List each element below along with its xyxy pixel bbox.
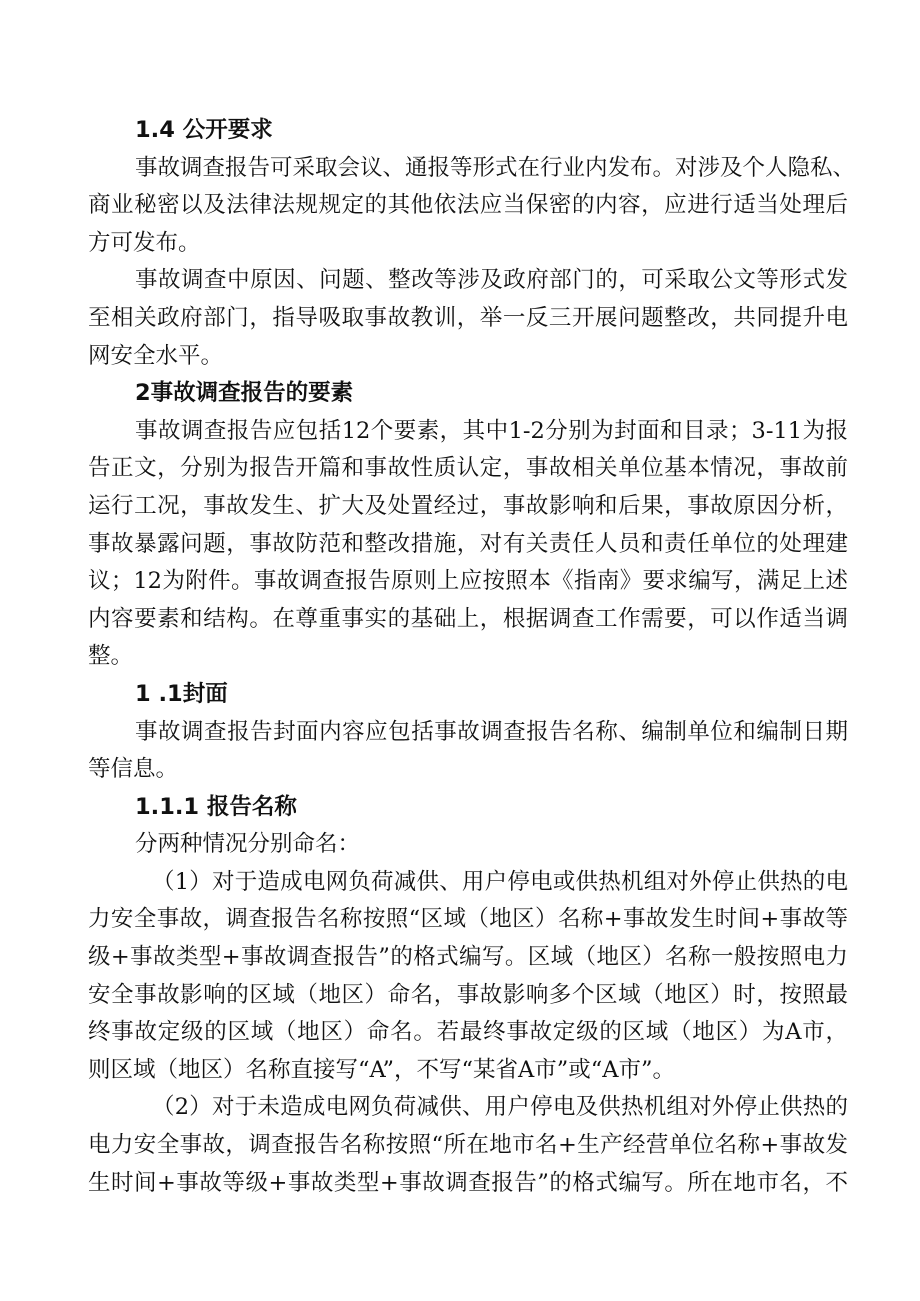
list-item-line: （1）对于造成电网负荷减供、用户停电或供热机组对外停止供热的电: [152, 868, 848, 895]
paragraph-line: 内容要素和结构。在尊重事实的基础上，根据调查工作需要，可以作适当调: [88, 605, 848, 632]
paragraph-line: 至相关政府部门，指导吸取事故教训，举一反三开展问题整改，共同提升电: [88, 304, 848, 331]
section-heading-2: 2事故调查报告的要素: [135, 380, 354, 407]
list-item-line: 安全事故影响的区域（地区）命名，事故影响多个区域（地区）时，按照最: [88, 981, 848, 1008]
document-page: [88, 112, 856, 1202]
paragraph-line: 运行工况，事故发生、扩大及处置经过，事故影响和后果，事故原因分析，: [88, 492, 848, 519]
paragraph-line: 商业秘密以及法律法规规定的其他依法应当保密的内容，应进行适当处理后: [88, 192, 848, 219]
paragraph-line: 事故暴露问题，事故防范和整改措施，对有关责任人员和责任单位的处理建: [88, 530, 848, 557]
paragraph-line: 等信息。: [88, 756, 179, 783]
paragraph-line: 议；12为附件。事故调查报告原则上应按照本《指南》要求编写，满足上述: [88, 568, 848, 595]
list-item-line: 力安全事故，调查报告名称按照“区域（地区）名称+事故发生时间+事故等: [88, 906, 848, 933]
list-item-line: （2）对于未造成电网负荷减供、用户停电及供热机组对外停止供热的: [152, 1094, 848, 1121]
paragraph-line: 分两种情况分别命名：: [135, 831, 361, 858]
list-item-line: 级+事故类型+事故调查报告”的格式编写。区域（地区）名称一般按照电力: [88, 944, 848, 971]
section-heading-report-name: 1.1.1 报告名称: [135, 793, 297, 820]
paragraph-line: 事故调查报告应包括12个要素，其中1-2分别为封面和目录；3-11为报: [135, 417, 848, 444]
paragraph-line: 事故调查报告可采取会议、通报等形式在行业内发布。对涉及个人隐私、: [135, 154, 856, 181]
paragraph-line: 方可发布。: [88, 229, 201, 256]
section-heading-cover: 1 .1封面: [135, 680, 228, 707]
section-heading-1-4: 1.4 公开要求: [135, 117, 273, 143]
list-item-line: 则区域（地区）名称直接写“A”，不写“某省A市”或“A市”。: [88, 1056, 675, 1083]
list-item-line: 生时间+事故等级+事故类型+事故调查报告”的格式编写。所在地市名，不: [88, 1169, 848, 1196]
paragraph-line: 整。: [88, 643, 134, 670]
paragraph-line: 告正文，分别为报告开篇和事故性质认定，事故相关单位基本情况，事故前: [88, 455, 848, 482]
paragraph-line: 网安全水平。: [88, 342, 224, 369]
paragraph-line: 事故调查报告封面内容应包括事故调查报告名称、编制单位和编制日期: [135, 718, 848, 745]
paragraph-line: 事故调查中原因、问题、整改等涉及政府部门的，可采取公文等形式发: [135, 267, 848, 294]
list-item-line: 终事故定级的区域（地区）命名。若最终事故定级的区域（地区）为A市，: [88, 1019, 848, 1046]
list-item-line: 电力安全事故，调查报告名称按照“所在地市名+生产经营单位名称+事故发: [88, 1132, 848, 1159]
